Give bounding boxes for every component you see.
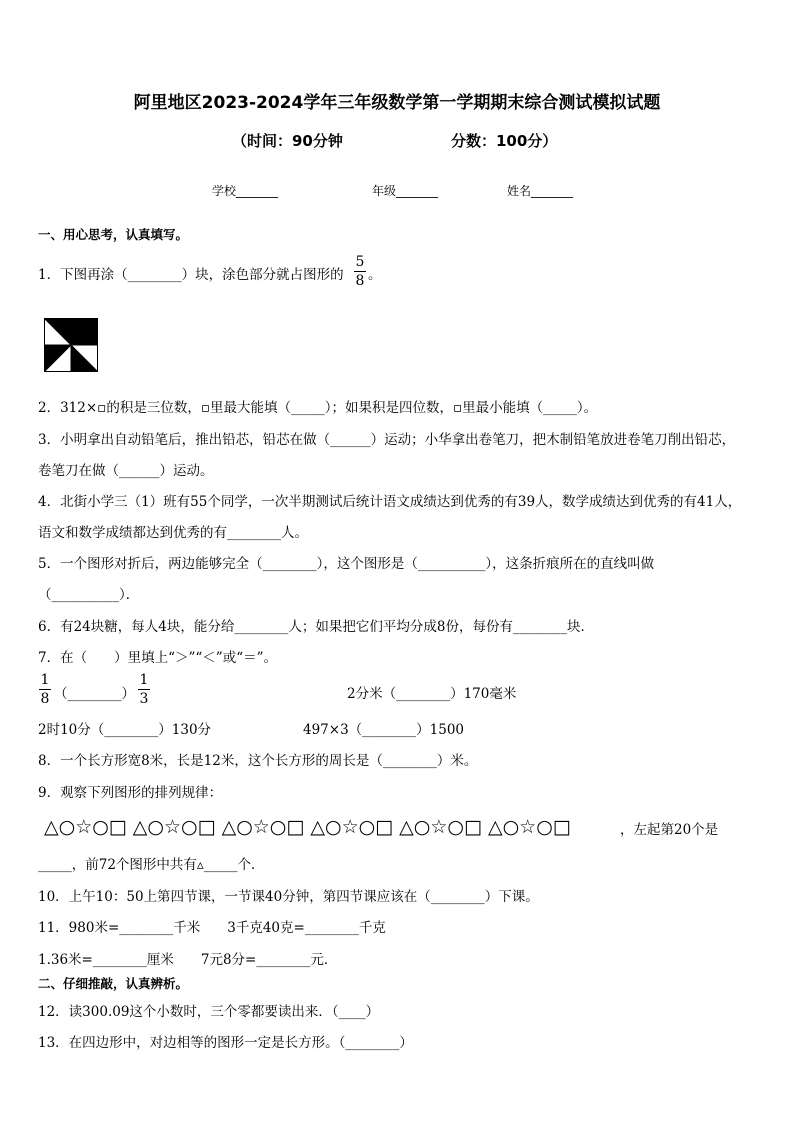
question-1 [38,263,344,283]
question-2: 2．312×▫的积是三位数，▫里最大能填（_____）；如果积是四位数，▫里最小能填（_____）。 [38,400,598,416]
exam-time: （时间：90分钟 [232,132,343,150]
exam-score: 分数：100分） [451,132,558,150]
question-3-line-2: 卷笔刀在做（______）运动。 [38,463,214,479]
question-7-item-3: 2时10分（________）130分 [38,722,212,738]
question-4-line-2: 语文和数学成绩都达到优秀的有________人。 [38,525,308,541]
question-7-item-4: 497×3（________）1500 [303,722,465,738]
fraction-bar [138,689,150,690]
question-9-tail: ，左起第20个是 [620,822,719,838]
fraction-bar [354,271,366,272]
question-11-line-2: 1.36米=________厘米 7元8分=________元． [38,952,338,968]
question-1-tail: 。 [368,267,382,283]
question-6: 6．有24块糖，每人4块，能分给________人；如果把它们平均分成8份，每份有________块． [38,619,594,635]
fraction-denominator: 3 [139,691,149,707]
fraction-numerator: 1 [139,672,149,688]
question-7-fraction-1 [39,672,51,707]
question-7-intro: 7．在（ ）里填上“＞”“＜”或“＝”。 [38,650,277,666]
question-7-fraction-2 [138,672,150,707]
question-4-line-1: 4．北街小学三（1）班有55个同学，一次半期测试后统计语文成绩达到优秀的有39人，数学成绩达到优秀的有41人， [38,494,742,510]
fraction-denominator: 8 [40,691,50,707]
question-1-text: 1．下图再涂（________）块，涂色部分就占图形的 [38,267,344,283]
section-2-heading: 二、仔细推敲，认真辨析。 [38,976,189,991]
question-5-line-1: 5．一个图形对折后，两边能够完全（________），这个图形是（__________），这条折痕所在的直线叫做 [38,556,655,572]
question-10: 10．上午10：50上第四节课，一节课40分钟，第四节课应该在（________）下课。 [38,889,539,905]
square-pinwheel-figure [44,318,98,372]
question-5-line-2: （__________）． [38,587,140,603]
question-3-line-1: 3．小明拿出自动铅笔后，推出铅芯，铅芯在做（______）运动；小华拿出卷笔刀，把木制铅笔放进卷笔刀削出铅芯， [38,432,736,448]
question-7-blank-1: （________） [54,686,135,702]
fraction-numerator: 5 [355,254,365,270]
question-11-line-1: 11．980米=________千米 3千克40克=________千克 [38,920,386,936]
name-field: 姓名_______ [507,184,574,198]
page-title: 阿里地区2023-2024学年三年级数学第一学期期末综合测试模拟试题 [133,93,661,113]
fraction-denominator: 8 [355,273,365,289]
question-9-shape-sequence: △○☆○□ △○☆○□ △○☆○□ △○☆○□ △○☆○□ △○☆○□ [44,816,571,838]
fraction-bar [39,689,51,690]
question-12: 12．读300.09这个小数时，三个零都要读出来．（____） [38,1004,380,1020]
question-9-line-2: _____，前72个图形中共有▵_____个． [38,857,265,873]
question-13: 13．在四边形中，对边相等的图形一定是长方形。（________） [38,1035,413,1051]
question-1-fraction [354,254,366,289]
question-9-intro: 9．观察下列图形的排列规律： [38,785,223,801]
section-1-heading: 一、用心思考，认真填写。 [38,227,189,242]
grade-field: 年级_______ [372,184,439,198]
fraction-numerator: 1 [40,672,50,688]
question-7-item-2: 2分米（________）170毫米 [347,686,517,702]
question-8: 8．一个长方形宽8米，长是12米，这个长方形的周长是（________）米。 [38,753,478,769]
school-field: 学校_______ [212,184,279,198]
